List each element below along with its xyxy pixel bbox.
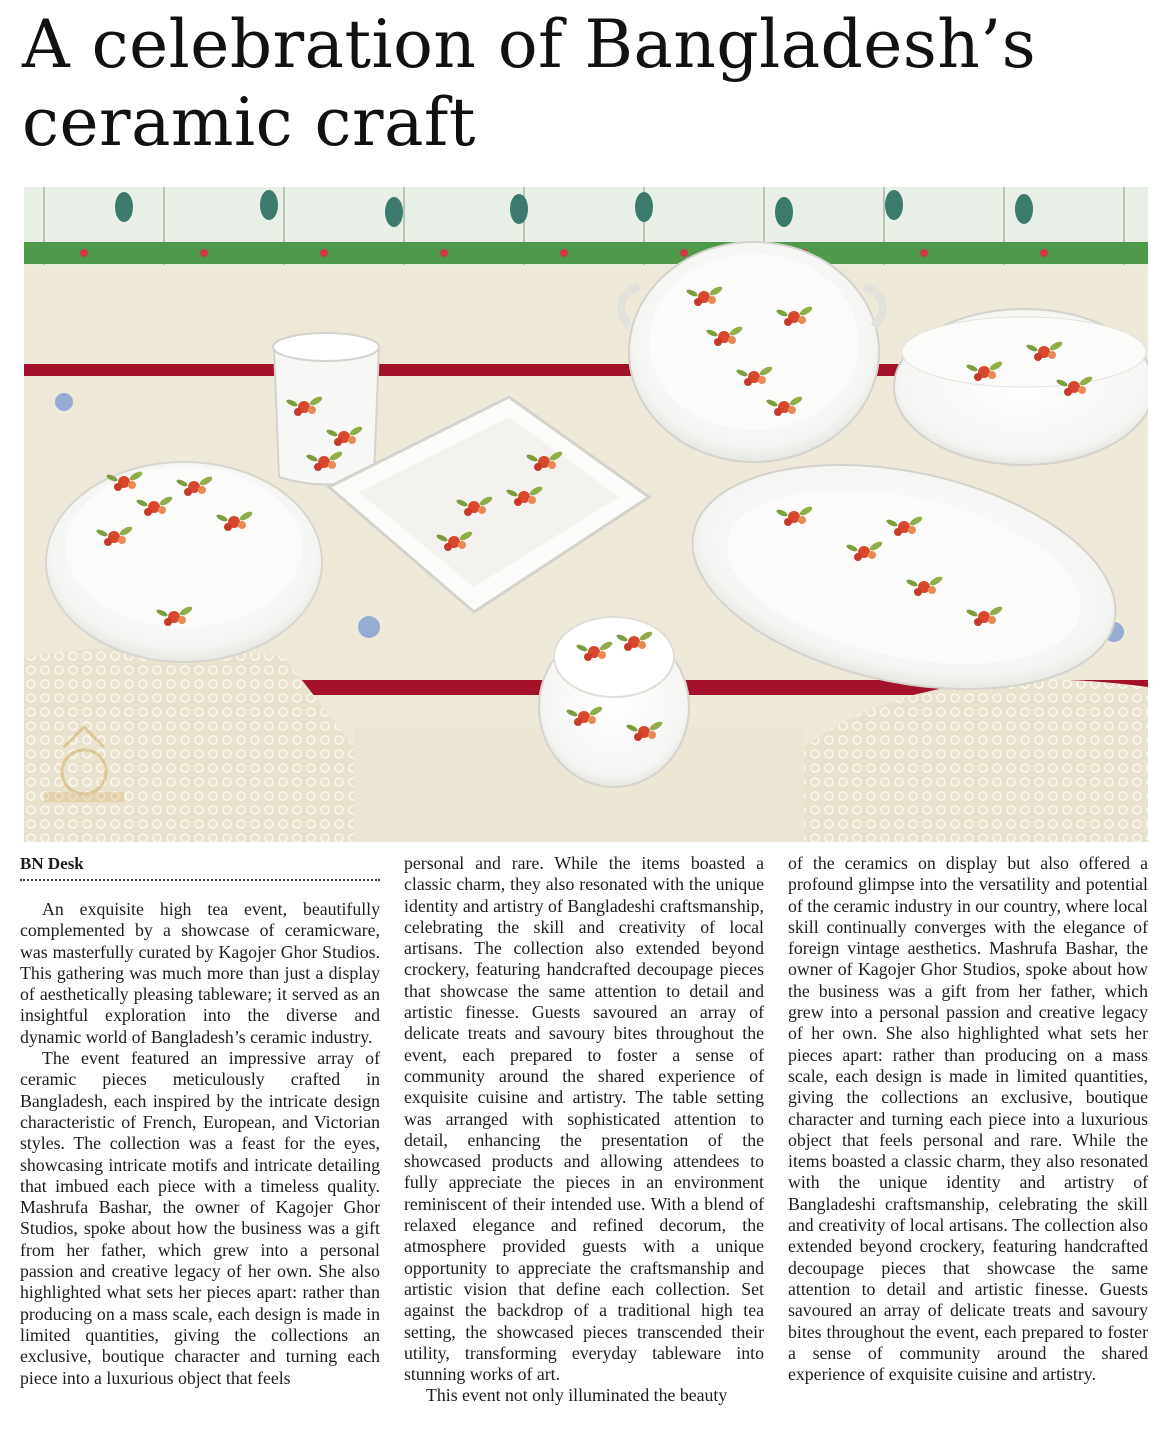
article-column-1 xyxy=(20,853,380,1389)
byline: BN Desk xyxy=(20,854,84,873)
article-photo xyxy=(24,187,1148,842)
ceramic-cup xyxy=(273,333,379,485)
small-bowl-right xyxy=(894,309,1148,465)
lidded-jar xyxy=(539,617,689,787)
paragraph: An exquisite high tea event, beautifully complemented by a showcase of ceramicware, was masterfully curated by Kagojer Ghor Studios. This gathering was much more than just a display of aesthetically pleasing tableware; it served as an insightful exploration into the diverse and dynamic world of Bangladesh’s ceramic industry. xyxy=(20,899,380,1047)
headline: A celebration of Bangladesh’s ceramic craft xyxy=(22,6,1037,161)
paragraph: This event not only illuminated the beauty xyxy=(426,1385,728,1406)
paragraph: of the ceramics on display but also offered a profound glimpse into the versatility and potential of the ceramic industry in our country, where local skill continually converges with the elegance of foreign vintage aesthetics. Mashrufa Bashar, the owner of Kagojer Ghor Studios, spoke about how the business was a gift from her father, which grew into a personal passion and creative legacy of her own. She also highlighted what sets her pieces apart: rather than producing on a mass scale, each design is made in limited quantities, giving the collections an exclusive, boutique character and turning each piece into a luxurious object that feels personal and rare. While the items boasted a classic charm, they also resonated with the unique identity and artistry of Bangladeshi craftsmanship, celebrating the skill and creativity of local artisans. The collection also extended beyond crockery, featuring handcrafted decoupage pieces that showcase the same attention to detail and artistic finesse. Guests savoured an array of delicate treats and savoury bites throughout the event, each prepared to foster a sense of community around the shared experience of exquisite cuisine and artistry. xyxy=(788,853,1148,1385)
byline-divider xyxy=(20,879,380,881)
curtain-green-band xyxy=(24,242,1148,264)
paragraph: The event featured an impressive array of ceramic pieces meticulously crafted in Bangladesh, each inspired by the intricate design characteristic of French, European, and Victorian styles. The collection was a feast for the eyes, showcasing intricate motifs and intricate detailing that imbued each piece with a timeless quality. Mashrufa Bashar, the owner of Kagojer Ghor Studios, spoke about how the business was a gift from her father, which grew into a personal passion and creative legacy of her own. She also highlighted what sets her pieces apart: rather than producing on a mass scale, each design is made in limited quantities, giving the collections an exclusive, boutique character and turning each piece into a luxurious object that feels xyxy=(20,1048,380,1388)
round-bowl-left xyxy=(46,462,322,662)
paragraph: personal and rare. While the items boasted a classic charm, they also resonated with the unique identity and artistry of Bangladeshi craftsmanship, celebrating the skill and creativity of local artisans. The collection also extended beyond crockery, featuring handcrafted decoupage pieces that showcase the same attention to detail and artistic finesse. Guests savoured an array of delicate treats and savoury bites throughout the event, each prepared to foster a sense of community around the shared experience of exquisite cuisine and artistry. The table setting was arranged with sophisticated attention to detail, enhancing the presentation of the showcased products and allowing attendees to fully appreciate the pieces in an environment reminiscent of their intended use. With a blend of relaxed elegance and refined decorum, the atmosphere provided guests with a unique opportunity to appreciate the craftsmanship and artistic vision that define each collection. Set against the backdrop of a traditional high tea setting, the showcased pieces transcended their utility, transforming everyday tableware into stunning works of art. xyxy=(404,853,764,1385)
ceramics-table-illustration xyxy=(24,187,1148,842)
article-column-2 xyxy=(404,853,764,1407)
article-column-3 xyxy=(788,853,1148,1385)
